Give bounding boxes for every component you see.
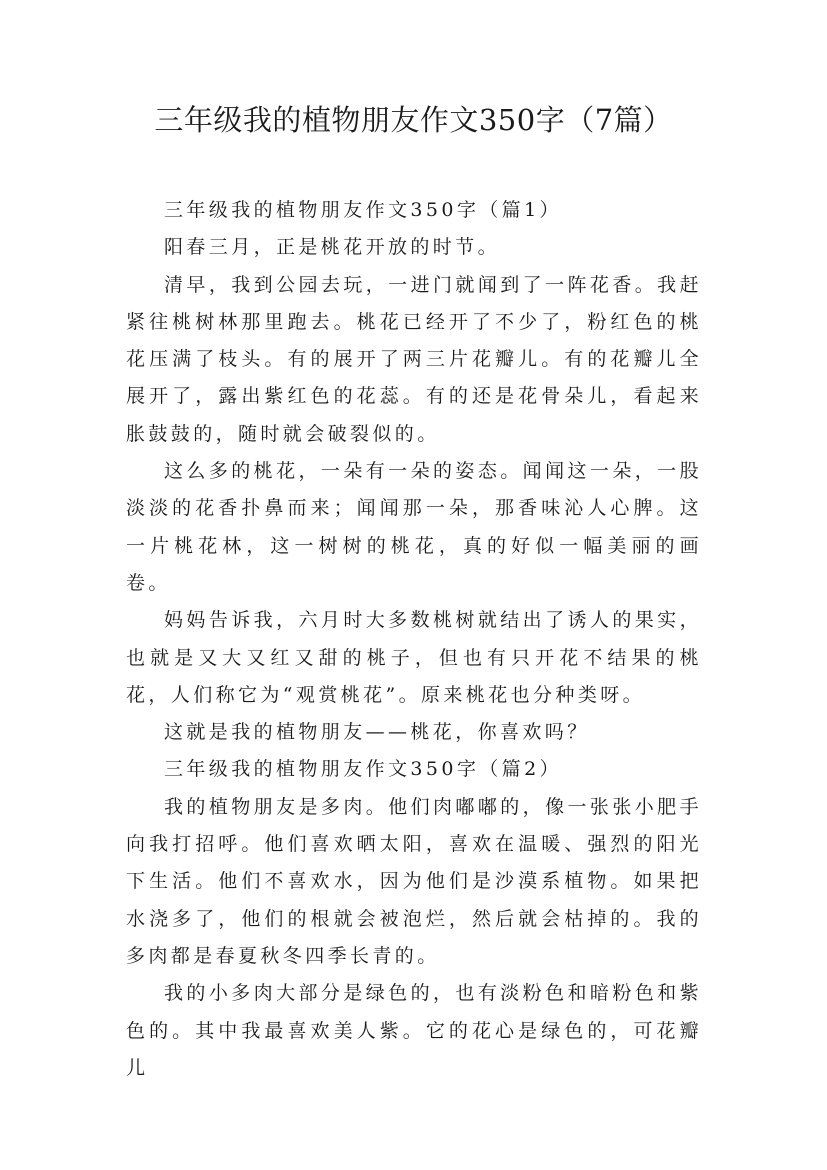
document-title: 三年级我的植物朋友作文350字（7篇） — [154, 103, 673, 137]
paragraph: 这就是我的植物朋友——桃花，你喜欢吗？ — [164, 721, 590, 744]
paragraph: 这么多的桃花，一朵有一朵的姿态。闻闻这一朵，一股淡淡的花香扑鼻而来；闻闻那一朵，那香味沁人心脾。这一片桃花林，这一树树的桃花，真的好似一幅美丽的画卷。 — [126, 460, 702, 594]
paragraph: 清早，我到公园去玩，一进门就闻到了一阵花香。我赶紧往桃树林那里跑去。桃花已经开了不少了，粉红色的桃花压满了枝头。有的展开了两三片花瓣儿。有的花瓣儿全展开了，露出紫红色的花蕊。有的还是花骨朵儿，看起来胀鼓鼓的，随时就会破裂似的。 — [126, 273, 702, 445]
section-heading: 三年级我的植物朋友作文350字（篇1） — [164, 199, 562, 221]
section-heading: 三年级我的植物朋友作文350字（篇2） — [164, 758, 562, 781]
paragraph: 阳春三月，正是桃花开放的时节。 — [164, 236, 501, 259]
paragraph: 我的小多肉大部分是绿色的，也有淡粉色和暗粉色和紫色的。其中我最喜欢美人紫。它的花心是绿色的，可花瓣儿 — [126, 982, 702, 1079]
paragraph: 我的植物朋友是多肉。他们肉嘟嘟的，像一张张小肥手向我打招呼。他们喜欢晒太阳，喜欢在温暖、强烈的阳光下生活。他们不喜欢水，因为他们是沙漠系植物。如果把水浇多了，他们的根就会被泡烂，然后就会枯掉的。我的多肉都是春夏秋冬四季长青的。 — [126, 795, 702, 967]
paragraph: 妈妈告诉我，六月时大多数桃树就结出了诱人的果实，也就是又大又红又甜的桃子，但也有只开花不结果的桃花，人们称它为“观赏桃花”。原来桃花也分种类呀。 — [126, 609, 702, 706]
document-body — [126, 192, 702, 1087]
